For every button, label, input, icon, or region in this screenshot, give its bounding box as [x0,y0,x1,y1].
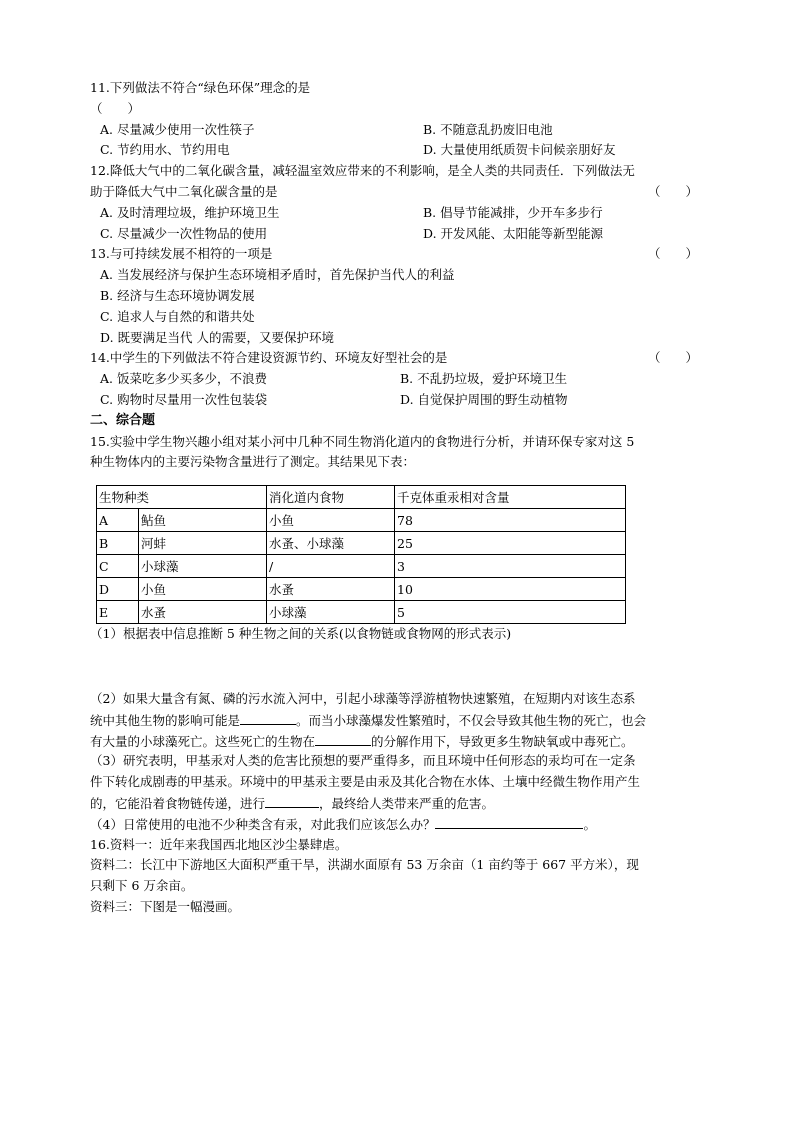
q12-stem-line1: 12.降低大气中的二氧化碳含量，减轻温室效应带来的不利影响，是全人类的共同责任．下列做法无 [90,163,635,179]
q11-options-row1 [90,120,710,141]
q15-part2-line3 [90,731,710,752]
q15-part2-line2 [90,710,710,731]
q12-options-row2 [90,224,710,245]
section2-heading: 二、综合题 [90,412,156,428]
q12-paren: （ ） [647,183,698,199]
q12-stem-line2 [90,182,710,203]
q11-option-b: B. 不随意乱扔废旧电池 [423,121,553,137]
q14-options-row2 [90,390,710,411]
q15-part4 [90,814,710,835]
q11-options-row2 [90,140,710,161]
q15-part3-line3 [90,793,710,814]
q15-part2-text: 的分解作用下，导致更多生物缺氧或中毒死亡。 [371,733,634,749]
table-header-cell: 生物种类 [97,486,267,509]
q13-option-a: A. 当发展经济与保护生态环境相矛盾时，首先保护当代人的利益 [100,267,455,283]
q15-part3-text: 的，它能沿着食物链传递，进行 [90,795,266,811]
pollutant-table [96,485,626,624]
q12-stem-text: 助于降低大气中二氧化碳含量的是 [90,183,278,199]
table-cell: A [97,509,139,532]
table-row [97,601,626,624]
q14-option-b: B. 不乱扔垃圾，爱护环境卫生 [400,371,568,387]
table-cell: 小鱼 [139,578,267,601]
q13-stem: 13.与可持续发展不相符的一项是 [90,246,273,262]
table-header-cell: 千克体重汞相对含量 [395,486,626,509]
q12-option-d: D. 开发风能、太阳能等新型能源 [423,225,604,241]
table-cell: / [267,555,395,578]
q15-part2-text: 。而当小球藻爆发性繁殖时，不仅会导致其他生物的死亡，也会 [296,712,647,728]
table-row [97,509,626,532]
q13-option-c: C. 追求人与自然的和谐共处 [100,308,255,324]
q14-option-a: A. 饭菜吃多少买多少，不浪费 [100,371,267,387]
q13-stem-line [90,244,710,265]
q15-intro-line2: 种生物体内的主要污染物含量进行了测定。其结果见下表： [90,454,416,470]
q15-answer-space [90,645,710,689]
table-cell: 小鱼 [267,509,395,532]
table-cell: B [97,532,139,555]
q14-options-row1 [90,369,710,390]
q13-option-b: B. 经济与生态环境协调发展 [100,287,255,303]
table-cell: 5 [395,601,626,624]
q11-paren: （ ） [90,100,141,116]
table-cell: C [97,555,139,578]
table-cell: 小球藻 [139,555,267,578]
answer-blank[interactable] [240,710,296,725]
table-header-cell: 消化道内食物 [267,486,395,509]
q13-option-d: D. 既要满足当代 人的需要，又要保护环境 [100,329,334,345]
q12-option-c: C. 尽量减少一次性物品的使用 [100,225,268,241]
q11-option-a: A. 尽量减少使用一次性筷子 [100,121,255,137]
q14-stem-line [90,348,710,369]
exam-page [90,78,710,918]
q16-material2-line2: 只剩下 6 万余亩。 [90,878,194,894]
table-cell: 10 [395,578,626,601]
table-row [97,578,626,601]
q14-option-d: D. 自觉保护周围的野生动植物 [400,391,568,407]
q15-part3-text: ，最终给人类带来严重的危害。 [319,795,495,811]
q11-option-c: C. 节约用水、节约用电 [100,142,230,158]
answer-blank[interactable] [315,731,371,746]
q16-material3: 资料三：下图是一幅漫画。 [90,898,241,914]
table-cell: 78 [395,509,626,532]
q15-intro-line1: 15.实验中学生物兴趣小组对某小河中几种不同生物消化道内的食物进行分析，并请环保专家对这 5 [90,433,635,449]
table-cell: 水蚤 [139,601,267,624]
q15-part3-line2: 件下转化成剧毒的甲基汞。环境中的甲基汞主要是由汞及其化合物在水体、土壤中经微生物作用产生 [90,774,641,790]
q13-paren: （ ） [647,246,698,262]
q15-part4-text: 。 [583,816,596,832]
table-row [97,555,626,578]
table-cell: 鲇鱼 [139,509,267,532]
table-cell: 水蚤 [267,578,395,601]
q14-paren: （ ） [647,350,698,366]
table-cell: D [97,578,139,601]
table-header-row [97,486,626,509]
q14-option-c: C. 购物时尽量用一次性包装袋 [100,391,268,407]
table-row [97,532,626,555]
q12-option-a: A. 及时清理垃圾，维护环境卫生 [100,204,280,220]
q16-material1: 16.资料一：近年来我国西北地区沙尘暴肆虐。 [90,836,348,852]
q15-part2-text: 统中其他生物的影响可能是 [90,712,241,728]
q15-part4-text: （4）日常使用的电池不少种类含有汞，对此我们应该怎么办？ [90,816,436,832]
answer-blank[interactable] [265,793,319,808]
table-cell: 河蚌 [139,532,267,555]
q14-stem: 14.中学生的下列做法不符合建设资源节约、环境友好型社会的是 [90,350,448,366]
table-cell: E [97,601,139,624]
q16-material2-line1: 资料二：长江中下游地区大面积严重干旱，洪湖水面原有 53 万余亩（1 亩约等于 667 平方米），现 [90,857,639,873]
q11-option-d: D. 大量使用纸质贺卡问候亲朋好友 [423,142,616,158]
table-cell: 25 [395,532,626,555]
table-cell: 小球藻 [267,601,395,624]
table-cell: 3 [395,555,626,578]
q11-stem: 11.下列做法不符合“绿色环保”理念的是 [90,80,311,95]
q15-part2-line1: （2）如果大量含有氮、磷的污水流入河中，引起小球藻等浮游植物快速繁殖，在短期内对该生态系 [90,690,636,706]
q12-options-row1 [90,203,710,224]
q15-part1: （1）根据表中信息推断 5 种生物之间的关系(以食物链或食物网的形式表示) [90,626,512,642]
table-cell: 水蚤、小球藻 [267,532,395,555]
q15-part2-text: 有大量的小球藻死亡。这些死亡的生物在 [90,733,316,749]
q12-option-b: B. 倡导节能减排，少开车多步行 [423,204,603,220]
q15-part3-line1: （3）研究表明，甲基汞对人类的危害比预想的要严重得多，而且环境中任何形态的汞均可在一定条 [90,753,636,769]
answer-blank[interactable] [435,814,583,829]
